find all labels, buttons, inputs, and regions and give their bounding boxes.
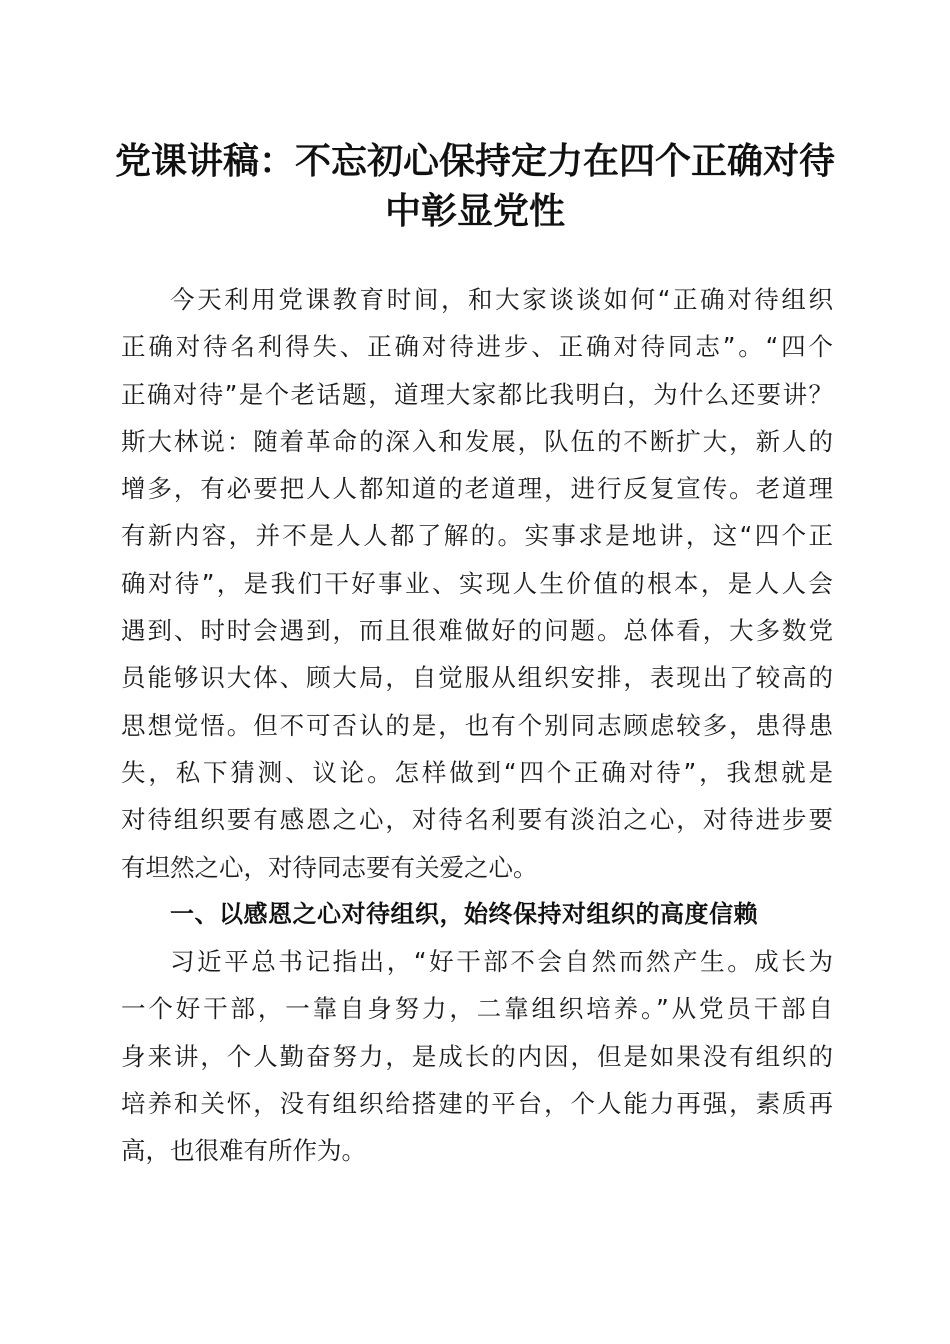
section-heading: 一、以感恩之心对待组织，始终保持对组织的高度信赖 (170, 899, 758, 928)
section1-paragraph (121, 938, 833, 1174)
paragraph-line: 失，私下猜测、议论。怎样做到“四个正确对待”，我想就是 (121, 757, 833, 787)
document-body (121, 276, 833, 1175)
paragraph-line: 确对待”，是我们干好事业、实现人生价值的根本，是人人会 (121, 568, 833, 598)
paragraph-line: 正确对待”是个老话题，道理大家都比我明白，为什么还要讲？ (121, 379, 833, 409)
paragraph-line: 今天利用党课教育时间，和大家谈谈如何“正确对待组织 (170, 285, 833, 314)
paragraph-line: 习近平总书记指出，“好干部不会自然而然产生。成长为 (170, 947, 833, 977)
paragraph-line: 有新内容，并不是人人都了解的。实事求是地讲，这“四个正 (121, 521, 833, 551)
paragraph-line: 对待组织要有感恩之心，对待名利要有淡泊之心，对待进步要 (121, 805, 833, 835)
title-line: 中彰显党性 (384, 190, 565, 232)
paragraph-line: 有坦然之心，对待同志要有关爱之心。 (121, 852, 538, 882)
paragraph-line: 斯大林说：随着革命的深入和发展，队伍的不断扩大，新人的 (121, 426, 833, 456)
paragraph-line: 身来讲，个人勤奋努力，是成长的内因，但是如果没有组织的 (121, 1041, 833, 1071)
paragraph-line: 高，也很难有所作为。 (121, 1136, 366, 1166)
paragraph-line: 培养和关怀，没有组织给搭建的平台，个人能力再强，素质再 (121, 1089, 833, 1119)
intro-paragraph (121, 276, 833, 891)
title-line: 党课讲稿：不忘初心保持定力在四个正确对待 (114, 140, 835, 182)
paragraph-line: 一个好干部，一靠自身努力，二靠组织培养。”从党员干部自 (121, 994, 833, 1024)
paragraph-line: 员能够识大体、顾大局，自觉服从组织安排，表现出了较高的 (121, 663, 833, 693)
paragraph-line: 思想觉悟。但不可否认的是，也有个别同志顾虑较多，患得患 (121, 710, 833, 740)
paragraph-line: 遇到、时时会遇到，而且很难做好的问题。总体看，大多数党 (121, 616, 833, 646)
document-title (100, 136, 850, 236)
paragraph-line: 正确对待名利得失、正确对待进步、正确对待同志”。“四个 (121, 332, 833, 362)
paragraph-line: 增多，有必要把人人都知道的老道理，进行反复宣传。老道理 (121, 474, 833, 504)
